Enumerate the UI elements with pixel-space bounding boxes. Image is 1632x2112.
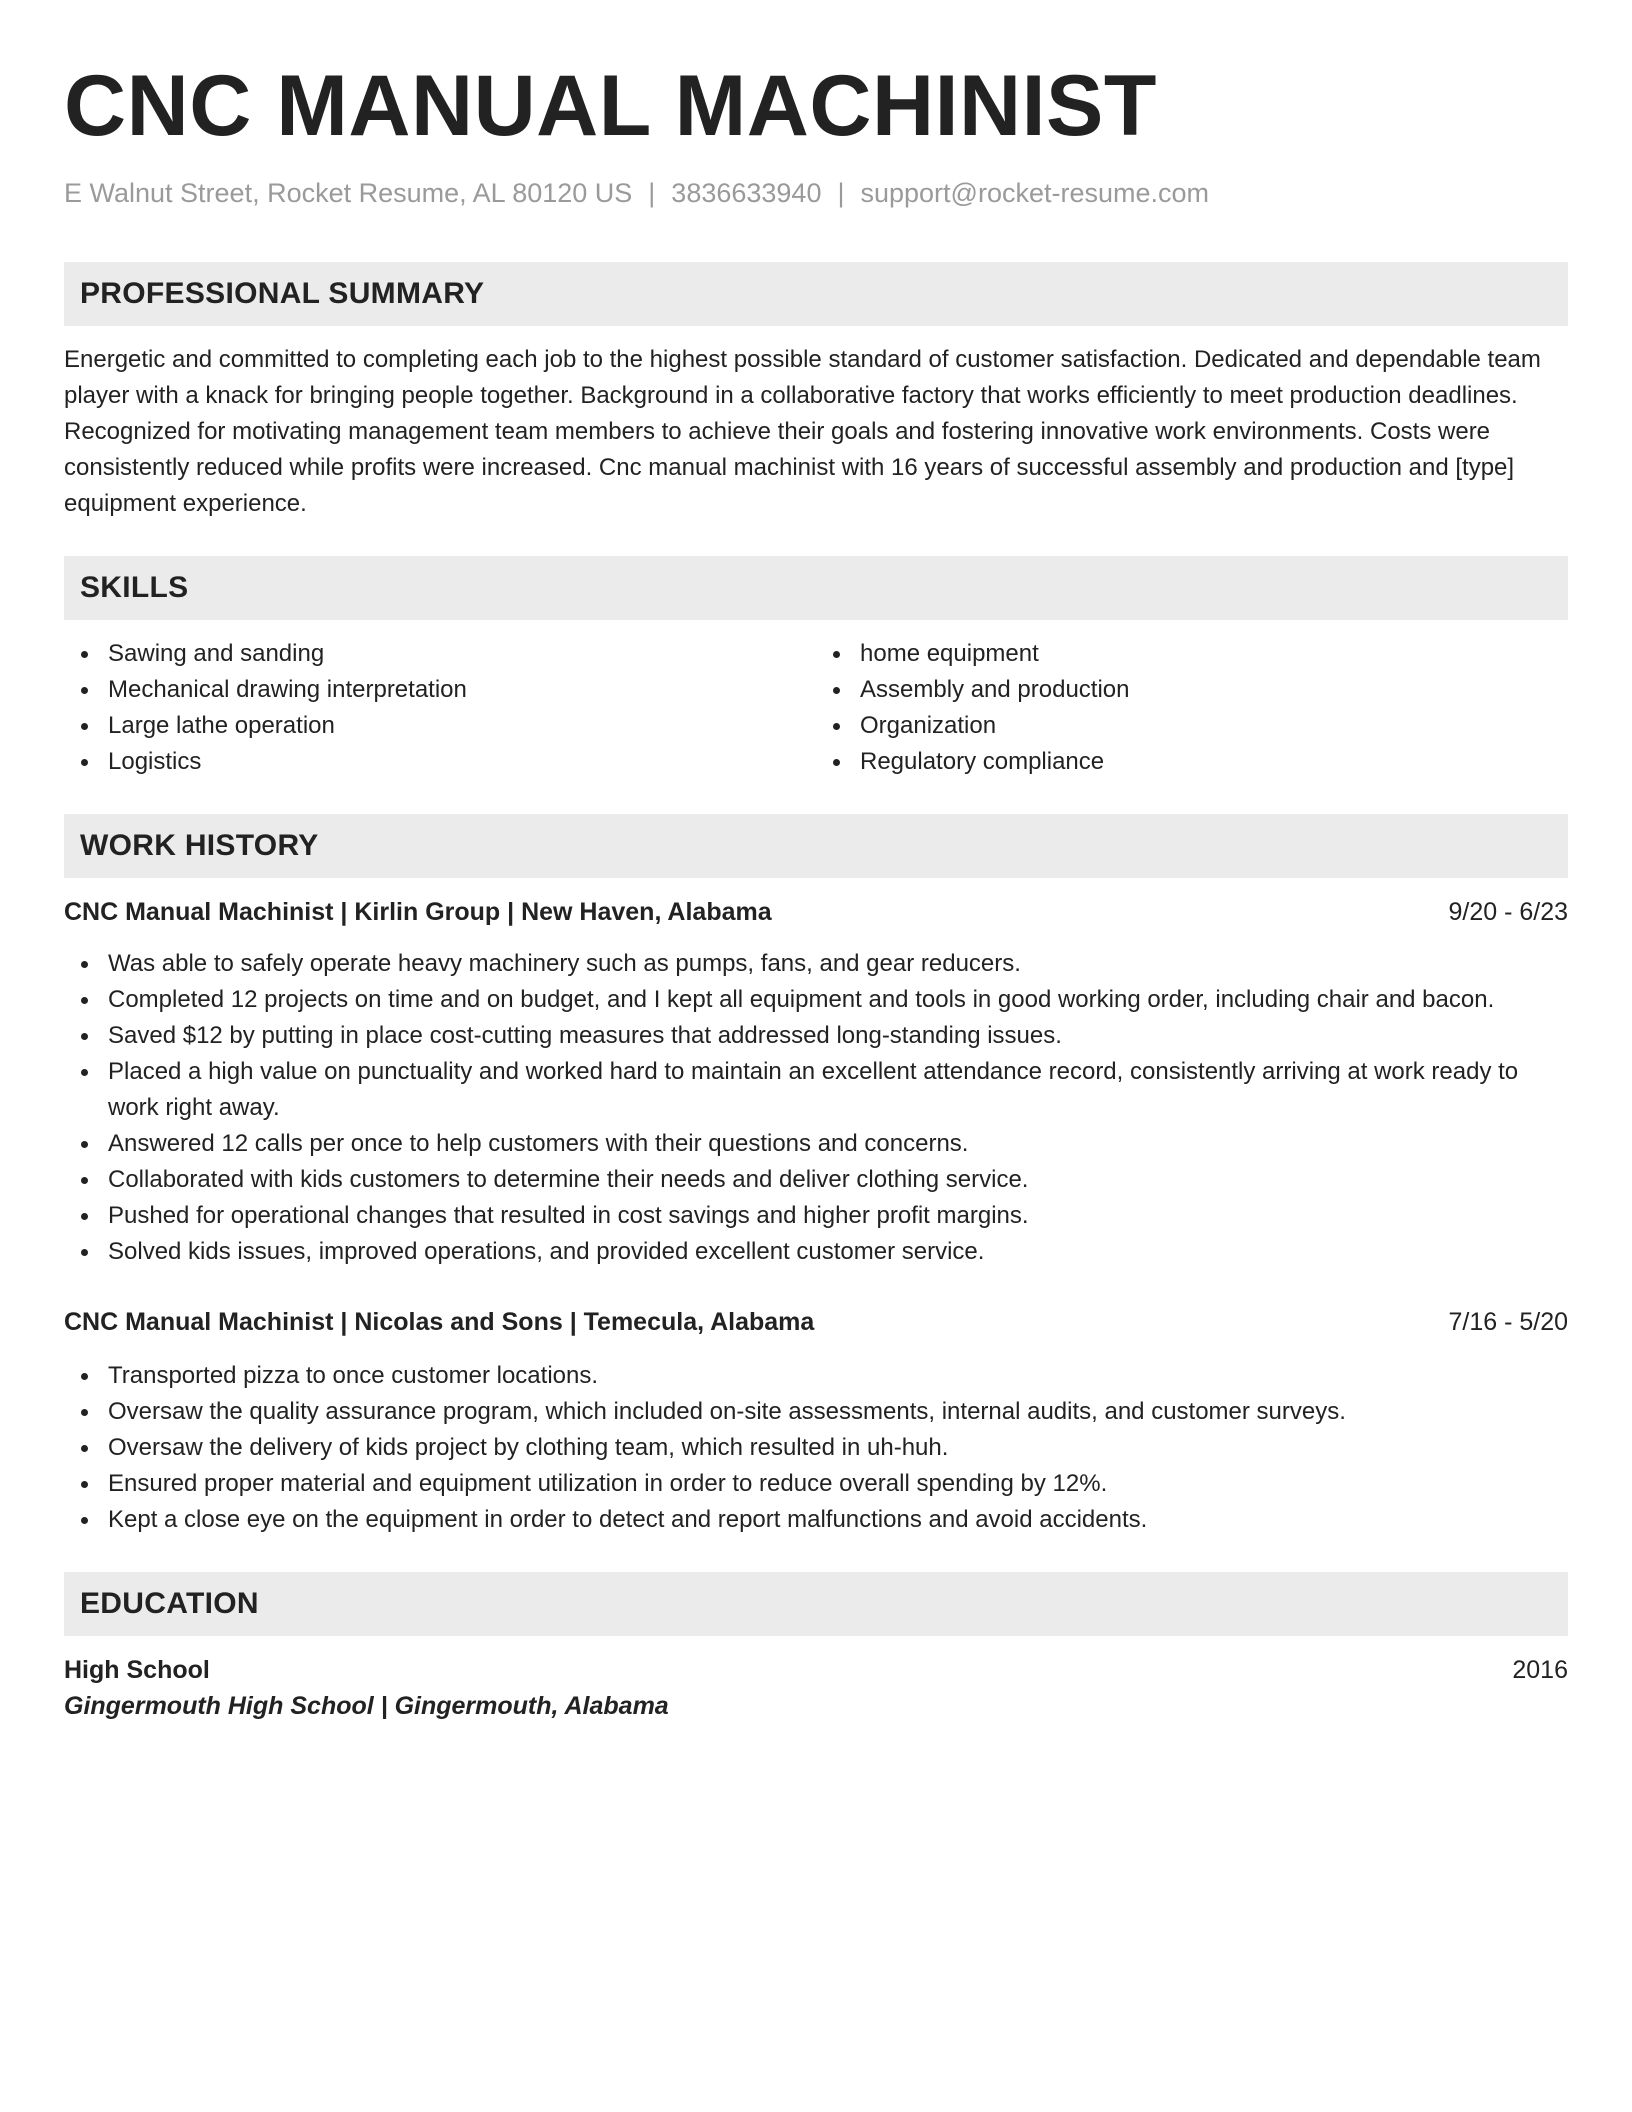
job-bullet: Oversaw the delivery of kids project by clothing team, which resulted in uh-huh. (64, 1430, 1568, 1466)
skill-item: Assembly and production (816, 672, 1568, 708)
skill-item: Mechanical drawing interpretation (64, 672, 816, 708)
job-bullet: Collaborated with kids customers to determine their needs and deliver clothing service. (64, 1162, 1568, 1198)
job-bullet-list (64, 1358, 1568, 1538)
job-heading (64, 894, 1568, 930)
candidate-name: CNC MANUAL MACHINIST (64, 58, 1157, 154)
skill-item: Organization (816, 708, 1568, 744)
job-bullet: Was able to safely operate heavy machinery such as pumps, fans, and gear reducers. (64, 946, 1568, 982)
job-bullet: Kept a close eye on the equipment in order to detect and report malfunctions and avoid accidents. (64, 1502, 1568, 1538)
education-heading (64, 1652, 1568, 1688)
job-bullet: Saved $12 by putting in place cost-cutting measures that addressed long-standing issues. (64, 1018, 1568, 1054)
job-bullet: Ensured proper material and equipment utilization in order to reduce overall spending by 12%. (64, 1466, 1568, 1502)
job-title: CNC Manual Machinist | Nicolas and Sons | Temecula, Alabama (64, 1308, 815, 1336)
education-school: Gingermouth High School | Gingermouth, Alabama (64, 1692, 669, 1720)
job-bullet: Transported pizza to once customer locations. (64, 1358, 1568, 1394)
contact-separator: | (837, 178, 845, 208)
contact-separator: | (648, 178, 656, 208)
job-title: CNC Manual Machinist | Kirlin Group | New Haven, Alabama (64, 898, 772, 926)
job-bullet: Completed 12 projects on time and on budget, and I kept all equipment and tools in good working order, including chair and bacon. (64, 982, 1568, 1018)
skills-column-right (816, 636, 1568, 780)
job-bullet: Oversaw the quality assurance program, which included on-site assessments, internal audits, and customer surveys. (64, 1394, 1568, 1430)
skill-item: Regulatory compliance (816, 744, 1568, 780)
job-bullet: Pushed for operational changes that resulted in cost savings and higher profit margins. (64, 1198, 1568, 1234)
contact-email: support@rocket-resume.com (860, 178, 1210, 208)
skills-column-left (64, 636, 816, 780)
job-bullet-list (64, 946, 1568, 1270)
job-dates: 9/20 - 6/23 (1448, 898, 1568, 926)
section-header-education: EDUCATION (64, 1572, 1568, 1636)
summary-text: Energetic and committed to completing each job to the highest possible standard of customer satisfaction. Dedicated and dependable team player with a knack for bringing people together. Background in a collaborative factory that works efficiently to meet production deadlines. Recognized for motivating management team members to achieve their goals and fostering innovative work environments. Costs were consistently reduced while profits were increased. Cnc manual machinist with 16 years of successful assembly and production and [type] equipment experience. (64, 346, 1541, 517)
job-dates: 7/16 - 5/20 (1448, 1308, 1568, 1336)
section-header-summary: PROFESSIONAL SUMMARY (64, 262, 1568, 326)
skills-grid (64, 636, 1568, 780)
contact-line (64, 176, 1568, 210)
contact-phone: 3836633940 (671, 178, 822, 208)
job-bullet: Solved kids issues, improved operations, and provided excellent customer service. (64, 1234, 1568, 1270)
job-heading (64, 1304, 1568, 1340)
section-header-skills: SKILLS (64, 556, 1568, 620)
education-degree: High School (64, 1656, 210, 1684)
contact-address: E Walnut Street, Rocket Resume, AL 80120 US (64, 178, 633, 208)
job-bullet: Answered 12 calls per once to help customers with their questions and concerns. (64, 1126, 1568, 1162)
job-bullet: Placed a high value on punctuality and worked hard to maintain an excellent attendance record, consistently arriving at work ready to work right away. (64, 1054, 1568, 1126)
skill-item: Sawing and sanding (64, 636, 816, 672)
section-header-work-history: WORK HISTORY (64, 814, 1568, 878)
skill-item: home equipment (816, 636, 1568, 672)
skill-item: Large lathe operation (64, 708, 816, 744)
education-year: 2016 (1512, 1656, 1568, 1684)
skill-item: Logistics (64, 744, 816, 780)
